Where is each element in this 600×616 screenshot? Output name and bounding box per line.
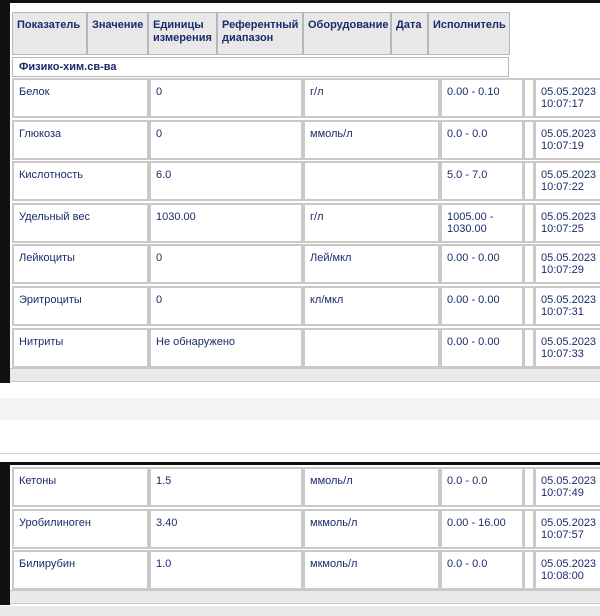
page-bottom-strip (10, 590, 600, 604)
table-row (12, 161, 600, 203)
section-title: Физико-хим.св-ва (12, 57, 509, 77)
header-executor: Исполнитель (428, 12, 510, 55)
header-indicator: Показатель (12, 12, 87, 55)
date-cell: 05.05.2023 10:07:22 (534, 161, 600, 201)
unit-cell: мкмоль/л (303, 550, 440, 590)
value-cell: 1.5 (149, 467, 303, 507)
header-value: Значение (87, 12, 148, 55)
spacer-cell (524, 467, 534, 507)
spacer-cell (524, 203, 534, 243)
value-cell: 0 (149, 120, 303, 160)
header-date: Дата (391, 12, 428, 55)
page-left-border (0, 0, 10, 383)
unit-cell: кл/мкл (303, 286, 440, 326)
reference-cell: 0.00 - 0.00 (440, 244, 524, 284)
date-cell: 05.05.2023 10:07:33 (534, 328, 600, 368)
date-cell: 05.05.2023 10:07:57 (534, 509, 600, 549)
reference-cell: 0.0 - 0.0 (440, 550, 524, 590)
table-row (12, 467, 600, 509)
indicator-cell: Белок (12, 78, 149, 118)
unit-cell: г/л (303, 203, 440, 243)
page-gap (0, 398, 600, 420)
unit-cell: г/л (303, 78, 440, 118)
page-top-border (0, 0, 600, 3)
table-row (12, 120, 600, 162)
indicator-cell: Эритроциты (12, 286, 149, 326)
reference-cell: 1005.00 - 1030.00 (440, 203, 524, 243)
spacer-cell (524, 244, 534, 284)
unit-cell (303, 328, 440, 368)
table-row (12, 203, 600, 245)
unit-cell: ммоль/л (303, 120, 440, 160)
indicator-cell: Билирубин (12, 550, 149, 590)
page-bottom-band (0, 606, 600, 616)
reference-cell: 0.00 - 0.10 (440, 78, 524, 118)
table-row (12, 328, 600, 370)
unit-cell: ммоль/л (303, 467, 440, 507)
header-reference-range: Референтный диапазон (217, 12, 303, 55)
value-cell: 0 (149, 78, 303, 118)
spacer-cell (524, 161, 534, 201)
table-row (12, 550, 600, 592)
indicator-cell: Нитриты (12, 328, 149, 368)
table-row (12, 286, 600, 328)
spacer-cell (524, 120, 534, 160)
reference-cell: 0.00 - 0.00 (440, 286, 524, 326)
reference-cell: 0.0 - 0.0 (440, 120, 524, 160)
spacer-cell (524, 328, 534, 368)
reference-cell: 5.0 - 7.0 (440, 161, 524, 201)
spacer-cell (524, 286, 534, 326)
unit-cell: Лей/мкл (303, 244, 440, 284)
report-page-2 (0, 462, 600, 607)
reference-cell: 0.00 - 16.00 (440, 509, 524, 549)
value-cell: 0 (149, 244, 303, 284)
indicator-cell: Удельный вес (12, 203, 149, 243)
indicator-cell: Кислотность (12, 161, 149, 201)
date-cell: 05.05.2023 10:08:00 (534, 550, 600, 590)
indicator-cell: Уробилиноген (12, 509, 149, 549)
date-cell: 05.05.2023 10:07:17 (534, 78, 600, 118)
value-cell: 6.0 (149, 161, 303, 201)
date-cell: 05.05.2023 10:07:19 (534, 120, 600, 160)
page-top-border (0, 462, 600, 465)
value-cell: Не обнаружено (149, 328, 303, 368)
date-cell: 05.05.2023 10:07:31 (534, 286, 600, 326)
value-cell: 1.0 (149, 550, 303, 590)
value-cell: 0 (149, 286, 303, 326)
value-cell: 1030.00 (149, 203, 303, 243)
header-equipment: Оборудование (303, 12, 391, 55)
spacer-cell (524, 78, 534, 118)
page-bottom-strip (10, 368, 600, 382)
spacer-cell (524, 550, 534, 590)
reference-cell: 0.00 - 0.00 (440, 328, 524, 368)
table-row (12, 78, 600, 120)
indicator-cell: Лейкоциты (12, 244, 149, 284)
indicator-cell: Глюкоза (12, 120, 149, 160)
reference-cell: 0.0 - 0.0 (440, 467, 524, 507)
page-left-border (0, 462, 10, 605)
value-cell: 3.40 (149, 509, 303, 549)
unit-cell (303, 161, 440, 201)
header-units: Единицы измерения (148, 12, 217, 55)
date-cell: 05.05.2023 10:07:29 (534, 244, 600, 284)
page-gap-line (0, 453, 600, 454)
indicator-cell: Кетоны (12, 467, 149, 507)
spacer-cell (524, 509, 534, 549)
table-row (12, 509, 600, 551)
unit-cell: мкмоль/л (303, 509, 440, 549)
date-cell: 05.05.2023 10:07:25 (534, 203, 600, 243)
date-cell: 05.05.2023 10:07:49 (534, 467, 600, 507)
table-row (12, 244, 600, 286)
